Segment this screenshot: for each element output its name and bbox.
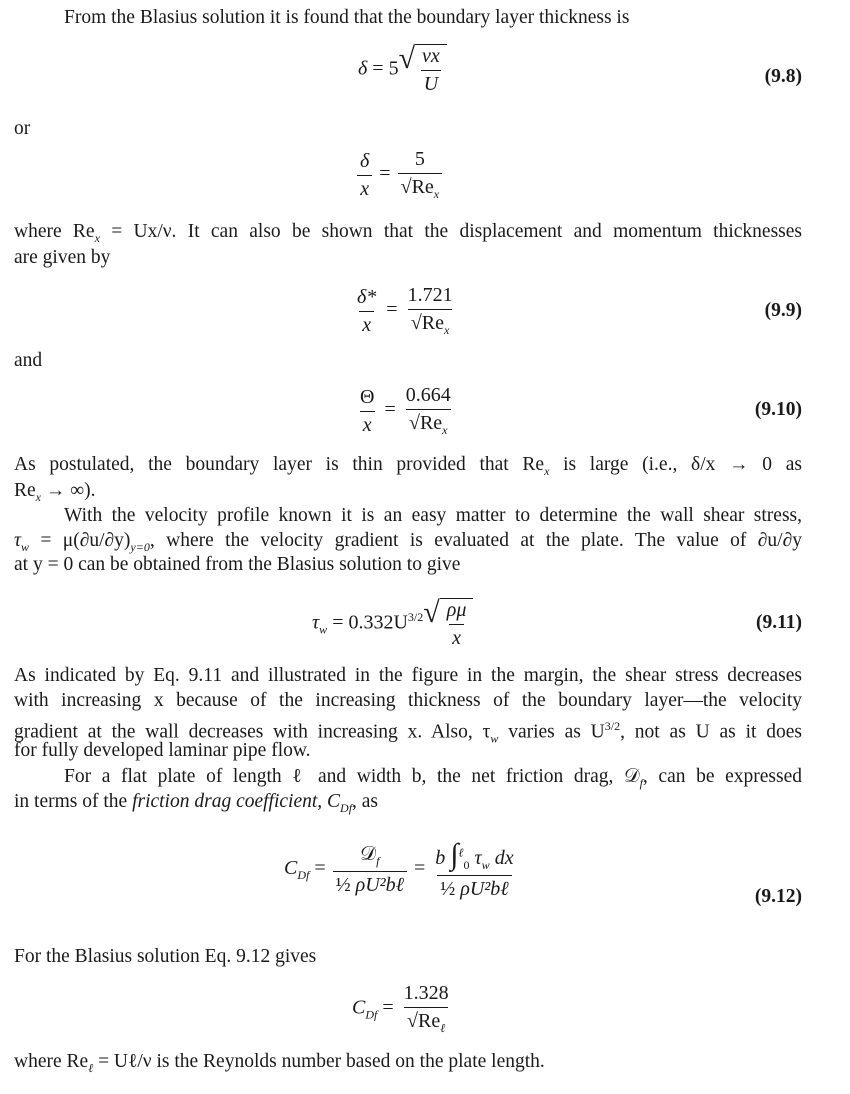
word-or: or: [14, 118, 31, 139]
equation-9-9: $\frac{\delta*}{x}$ = $\frac{1.721}{√Re_x}$: [357, 284, 453, 337]
paragraph-shear-stress-l2: $\tau_w = \mu(\partial u/\partial y)_{y=0}$, where the velocity gradient is evaluated at the plate. The value of ∂u/∂y: [14, 530, 802, 554]
paragraph-blasius-gives: For the Blasius solution Eq. 9.12 gives: [14, 946, 317, 967]
paragraph-shear-stress: With the velocity profile known it is an easy matter to determine the wall shear stress,: [64, 505, 802, 526]
paragraph-indicated: As indicated by Eq. 9.11 and illustrated in the figure in the margin, the shear stress decreases: [14, 665, 802, 686]
equation-delta-over-x: $\frac{\delta}{x}$ = $\frac{5}{√Re_x}$: [355, 148, 444, 202]
equation-number-9-12: (9.12): [754, 886, 802, 907]
paragraph-indicated-l2: with increasing x because of the increasing thickness of the boundary layer—the velocity: [14, 690, 802, 711]
paragraph-flat-plate: For a flat plate of length ℓ and width b, the net friction drag, 𝒟$_f$, can be expressed: [64, 766, 802, 790]
equation-number-9-11: (9.11): [755, 612, 802, 633]
paragraph-intro: From the Blasius solution it is found that the boundary layer thickness is: [64, 7, 630, 28]
equation-cdf-result: $C_{Df}$ = $\frac{1.328}{√Re_\ell}$: [352, 982, 449, 1035]
paragraph-flat-plate-l2: in terms of the friction drag coefficient, $C_{Df}$, as: [14, 791, 379, 815]
paragraph-indicated-l3: gradient at the wall decreases with increasing x. Also, $\tau_w$ varies as $U^{3/2}$, not as U as it does: [14, 719, 802, 746]
paragraph-reynolds-plate: where $Re_\ell$ = Uℓ/ν is the Reynolds number based on the plate length.: [14, 1051, 545, 1075]
equation-number-9-9: (9.9): [764, 300, 802, 321]
paragraph-indicated-l4: for fully developed laminar pipe flow.: [14, 740, 311, 761]
word-and: and: [14, 350, 43, 371]
paragraph-postulated: As postulated, the boundary layer is thin provided that $Re_x$ is large (i.e., δ/x → 0 as: [14, 454, 802, 478]
paragraph-postulated-cont: $Re_x$ → ∞).: [14, 480, 96, 504]
equation-number-9-10: (9.10): [754, 399, 802, 420]
equation-9-8: δ = 5 √ $\frac{\nu x}{U}$: [358, 44, 447, 96]
equation-9-10: $\frac{\Theta}{x}$ = $\frac{0.664}{√Re_x}$: [360, 384, 451, 437]
equation-9-12: $C_{Df}$ = $\frac{𝒟_f}{\text{½ ρU²bℓ}}$ = $\frac{b \int^\ell_0 \tau_w dx}{\text{½ ρU²bℓ}}$: [284, 838, 514, 900]
equation-number-9-8: (9.8): [764, 66, 802, 87]
paragraph-rex-def-cont: are given by: [14, 247, 111, 268]
paragraph-shear-stress-l3: at y = 0 can be obtained from the Blasius solution to give: [14, 554, 461, 575]
equation-9-11: $\tau_w = 0.332U^{3/2}$ √ $\frac{\rho\mu}{x}$: [312, 598, 473, 650]
paragraph-rex-def: where $Re_x = Ux/\nu$. It can also be shown that the displacement and momentum thicknesses: [14, 221, 802, 245]
